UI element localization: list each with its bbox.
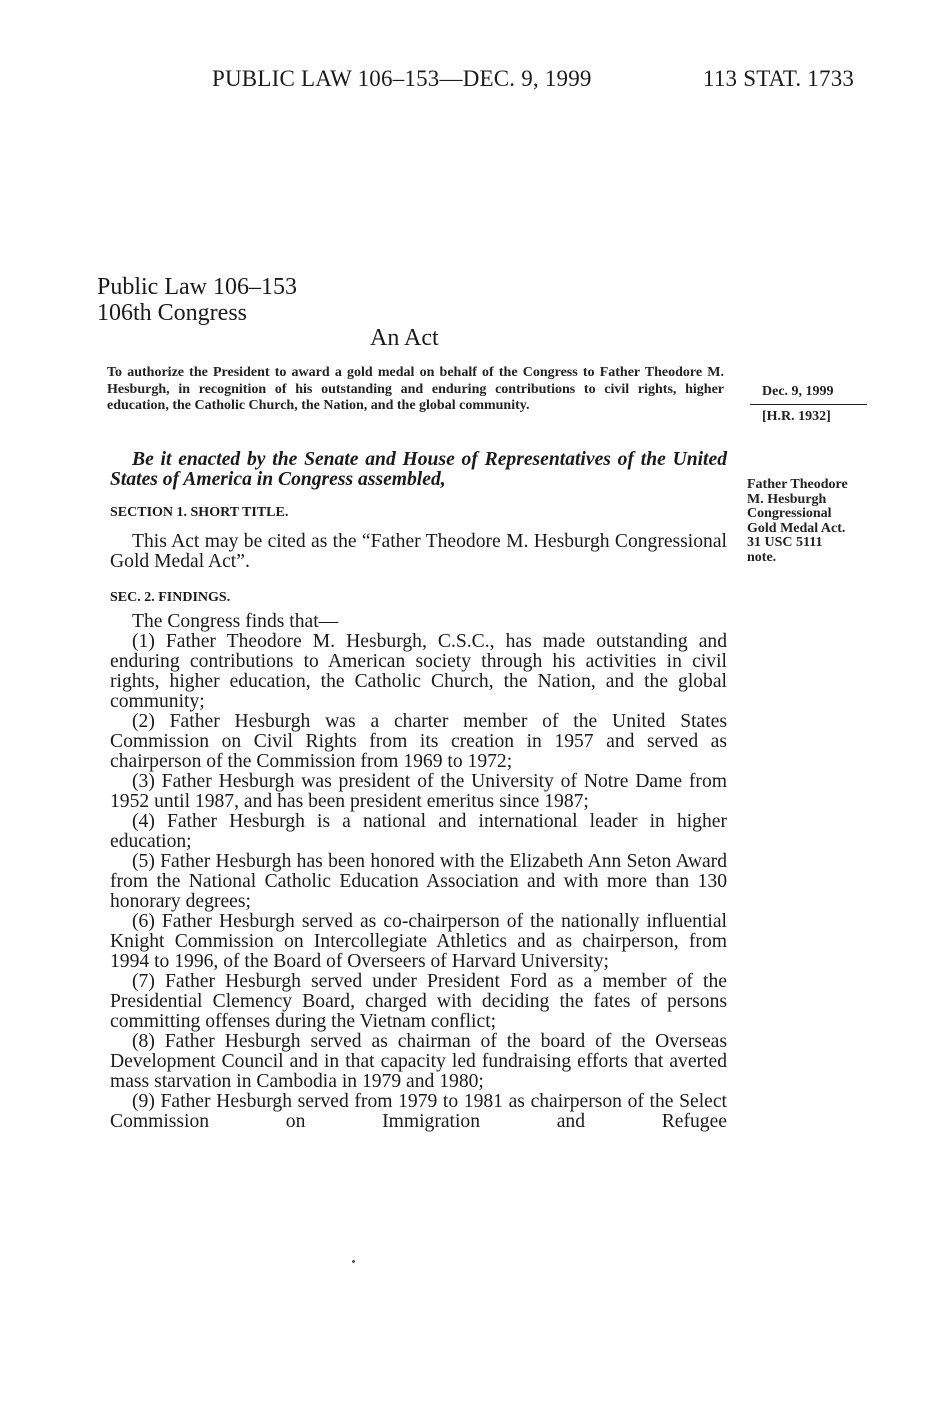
margin-short-title-note (747, 478, 867, 566)
running-head-right: 113 STAT. 1733 (703, 66, 855, 91)
law-number: Public Law 106–153 (97, 274, 297, 300)
findings-list (110, 612, 727, 1132)
finding-item: (4) Father Hesburgh is a national and international leader in higher education; (110, 811, 727, 852)
section-1-heading: SECTION 1. SHORT TITLE. (110, 505, 289, 520)
margin-note-line: note. (747, 549, 777, 565)
finding-item: (2) Father Hesburgh was a charter member of the United States Commission on Civil Rights from its creation in 1957 and served as chairperson of the Commission from 1969 to 1972; (110, 711, 727, 772)
margin-note-line: Congressional (747, 506, 832, 522)
margin-note-line: 31 USC 5111 (747, 535, 823, 551)
act-purpose: To authorize the President to award a gold medal on behalf of the Congress to Father Theodore M. Hesburgh, in recognition of his outstanding and enduring contributions to civil rights, higher education, the Catholic Church, the Nation, and the global community. (107, 365, 724, 414)
finding-item: (5) Father Hesburgh has been honored with the Elizabeth Ann Seton Award from the National Catholic Education Association and with more than 130 honorary degrees; (110, 851, 727, 912)
margin-note-line: M. Hesburgh (747, 491, 827, 507)
finding-item: (6) Father Hesburgh served as co-chairperson of the nationally influential Knight Commission on Intercollegiate Athletics and as chairperson, from 1994 to 1996, of the Board of Overseers of Harvard University; (110, 911, 727, 972)
finding-item: (8) Father Hesburgh served as chairman of the board of the Overseas Development Council and in that capacity led fundraising efforts that averted mass starvation in Cambodia in 1979 and 1980; (110, 1031, 727, 1092)
section-1-text: This Act may be cited as the “Father Theodore M. Hesburgh Congressional Gold Medal Act”. (110, 531, 727, 572)
section-2-heading: SEC. 2. FINDINGS. (110, 590, 231, 605)
margin-date: Dec. 9, 1999 (762, 384, 834, 399)
congress: 106th Congress (97, 300, 247, 326)
margin-note-line: Father Theodore (747, 477, 848, 492)
margin-bill-number: [H.R. 1932] (762, 409, 831, 424)
findings-intro: The Congress finds that— (132, 611, 339, 632)
finding-item: (7) Father Hesburgh served under President Ford as a member of the Presidential Clemency Board, charged with deciding the fates of persons committing offenses during the Vietnam conflict; (110, 971, 727, 1032)
enacting-clause: Be it enacted by the Senate and House of Representatives of the United States of America in Congress assembled, (110, 449, 727, 490)
margin-note-line: Gold Medal Act. (747, 520, 846, 536)
margin-rule (750, 404, 867, 405)
print-speck (352, 1260, 355, 1263)
act-heading: An Act (370, 325, 439, 351)
running-head-left: PUBLIC LAW 106–153—DEC. 9, 1999 (212, 66, 592, 91)
finding-item: (1) Father Theodore M. Hesburgh, C.S.C., has made outstanding and enduring contributions to American society through his activities in civil rights, higher education, the Catholic Church, the Nation, and the global community; (110, 631, 727, 712)
finding-item: (9) Father Hesburgh served from 1979 to 1981 as chairperson of the Select Commission on Immigration and Refugee (110, 1091, 727, 1132)
finding-item: (3) Father Hesburgh was president of the University of Notre Dame from 1952 until 1987, and has been president emeritus since 1987; (110, 771, 727, 812)
